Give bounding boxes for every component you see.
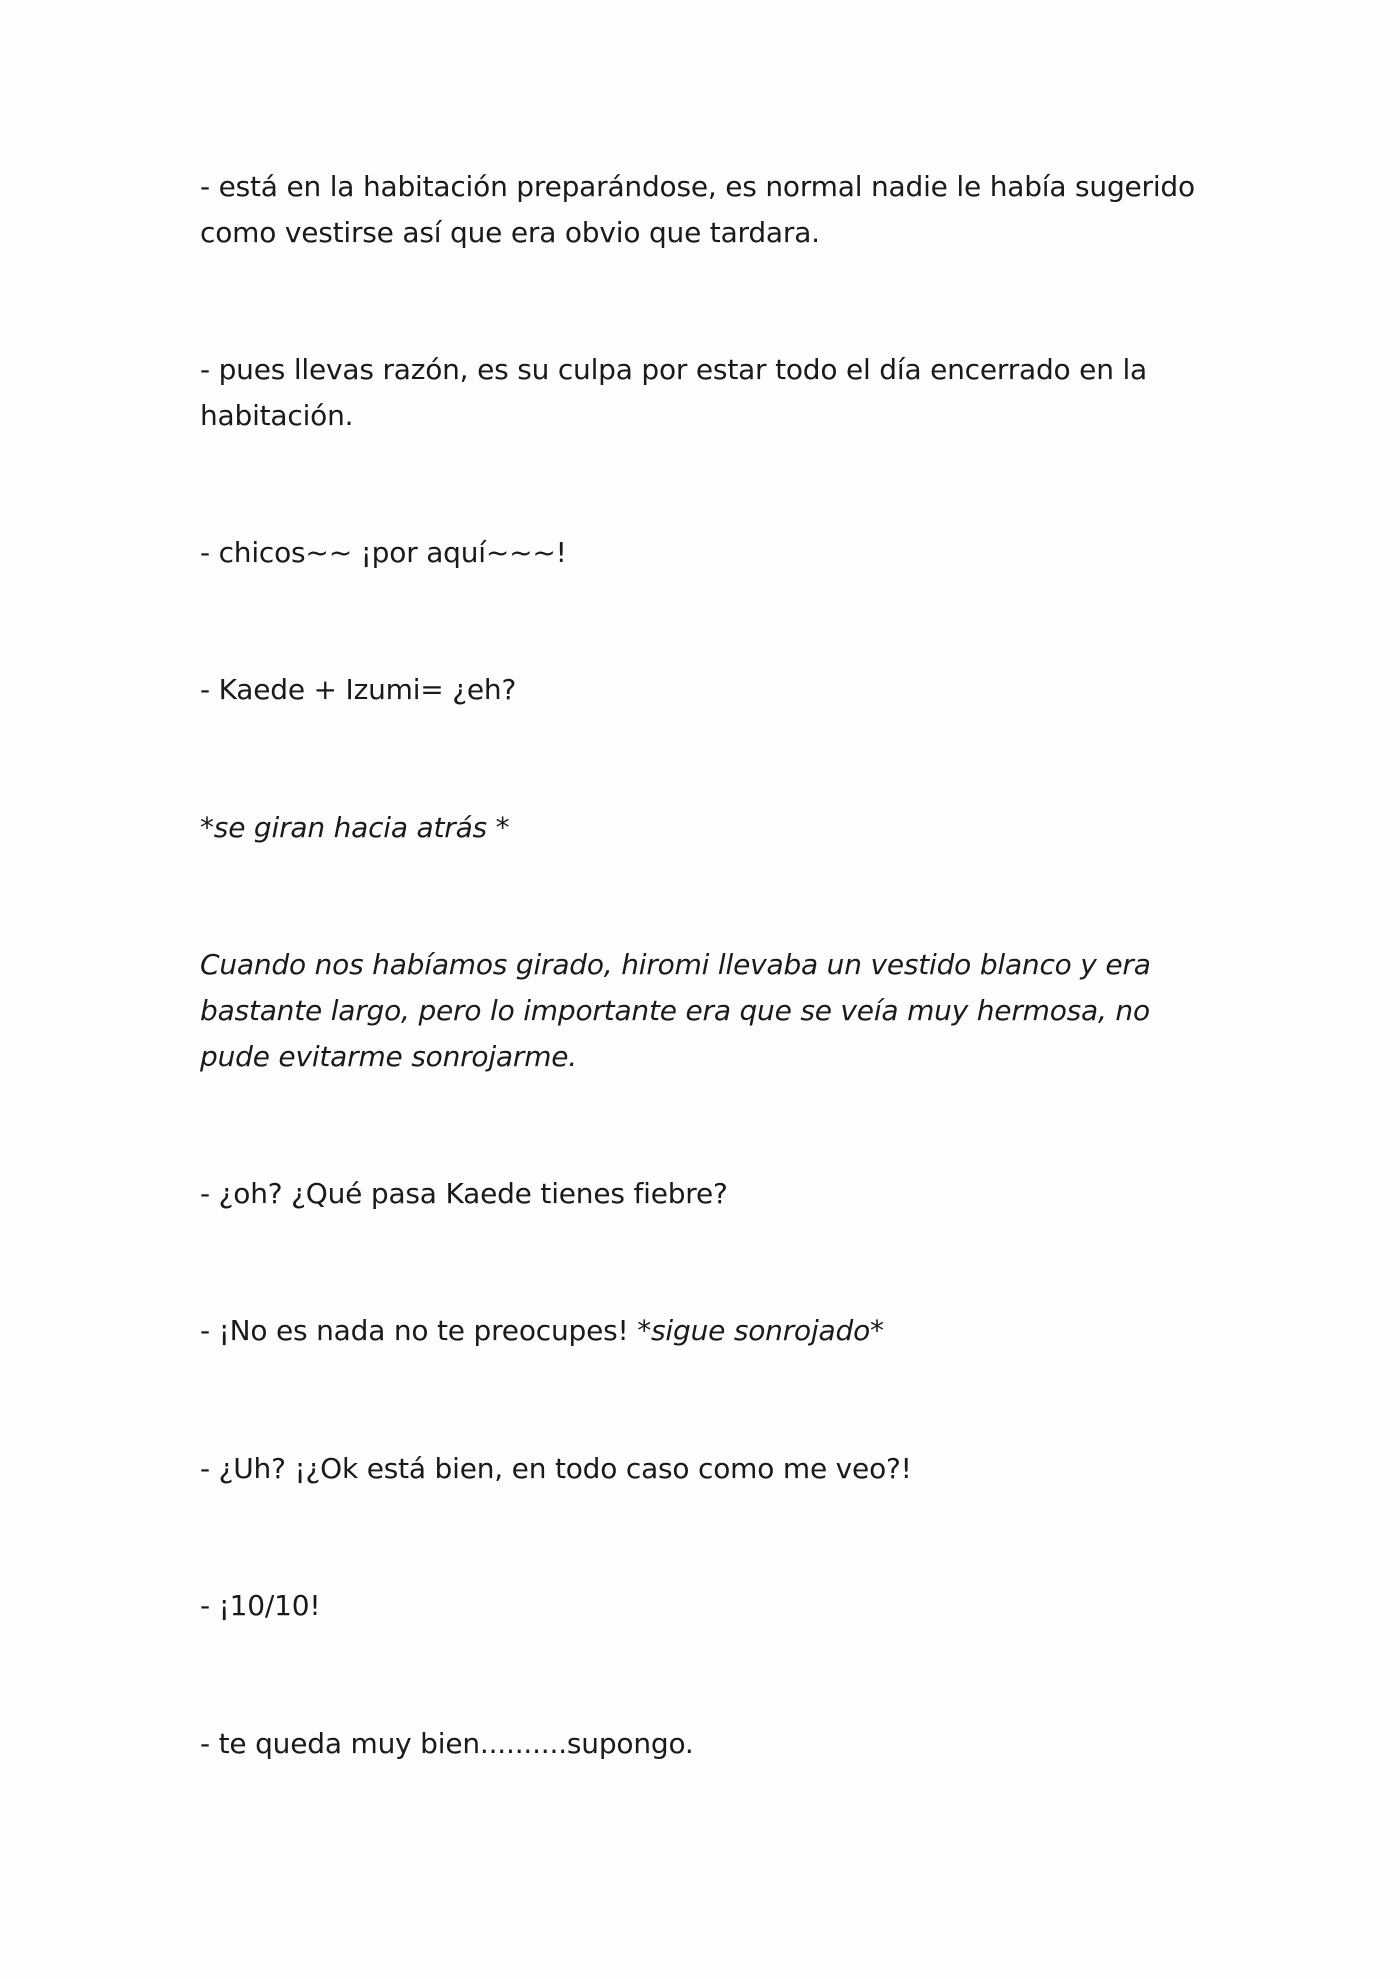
paragraph-action-1: *se giran hacia atrás * bbox=[200, 811, 510, 844]
paragraph-dialogue-7: - ¿Uh? ¡¿Ok está bien, en todo caso como me veo?! bbox=[200, 1452, 912, 1485]
paragraph-dialogue-4: - Kaede + Izumi= ¿eh? bbox=[200, 673, 517, 706]
paragraph-dialogue-1: - está en la habitación preparándose, es normal nadie le había sugerido como vestirse así que era obvio que tardara. bbox=[200, 170, 1195, 249]
paragraph-dialogue-9: - te queda muy bien..........supongo. bbox=[200, 1727, 694, 1760]
dialogue-text: - ¡No es nada no te preocupes! bbox=[200, 1314, 638, 1347]
paragraph-narration: Cuando nos habíamos girado, hiromi llevaba un vestido blanco y era bastante largo, pero lo importante era que se veía muy hermosa, no pude evitarme sonrojarme. bbox=[200, 948, 1151, 1073]
paragraph-dialogue-3: - chicos~~ ¡por aquí~~~! bbox=[200, 536, 567, 569]
action-inline: *sigue sonrojado* bbox=[637, 1314, 884, 1347]
paragraph-dialogue-5: - ¿oh? ¿Qué pasa Kaede tienes fiebre? bbox=[200, 1177, 728, 1210]
paragraph-dialogue-6 bbox=[200, 1308, 1210, 1354]
paragraph-dialogue-8: - ¡10/10! bbox=[200, 1589, 321, 1622]
paragraph-dialogue-2: - pues llevas razón, es su culpa por estar todo el día encerrado en la habitación. bbox=[200, 353, 1147, 432]
